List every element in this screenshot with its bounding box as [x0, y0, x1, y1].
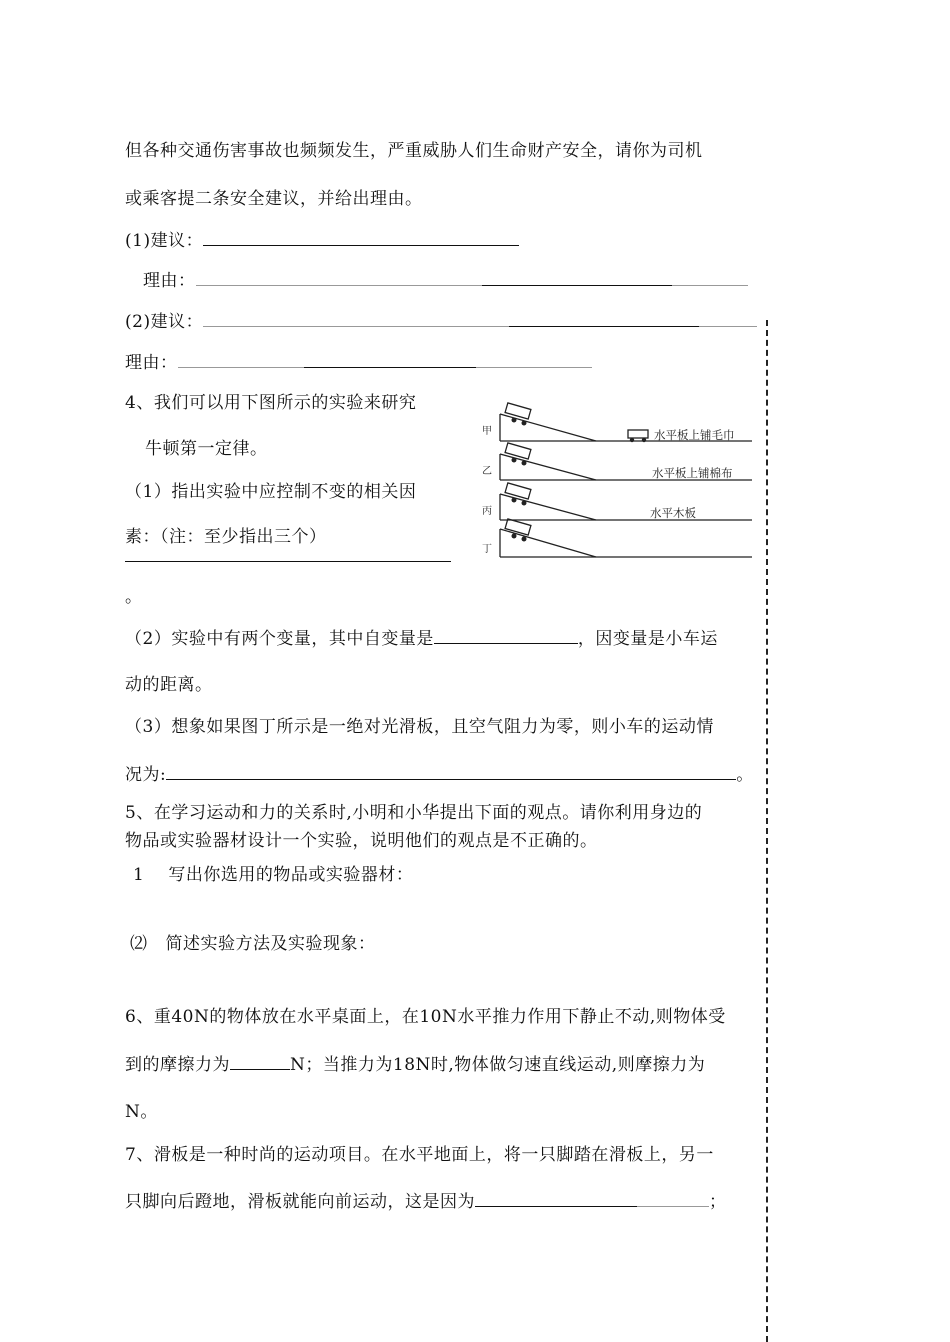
q4-part2-blank[interactable]	[434, 627, 578, 644]
q7-blank-b[interactable]	[637, 1190, 709, 1207]
q4-part1-end: 。	[125, 587, 143, 607]
suggestion-2-blank-a[interactable]	[203, 310, 509, 327]
reason-2-blank-c[interactable]	[476, 351, 592, 368]
q4-part3-end: 。	[736, 765, 754, 785]
q6-line-2	[125, 1050, 705, 1075]
q4-line-1: 4、我们可以用下图所示的实验来研究	[125, 393, 417, 413]
q4-part1-answer	[125, 545, 451, 567]
q4-part3-blank[interactable]	[166, 763, 736, 780]
q6-blank-1[interactable]	[230, 1053, 290, 1070]
q4-part2-text-a: （2）实验中有两个变量，其中自变量是	[125, 629, 434, 649]
intro-line-2: 或乘客提二条安全建议，并给出理由。	[125, 189, 423, 209]
q4-part2-line-1	[125, 624, 718, 649]
suggestion-1-blank[interactable]	[203, 229, 519, 246]
reason-1-blank-b[interactable]	[482, 269, 672, 286]
suggestion-2	[125, 307, 757, 332]
newton-first-law-figure	[478, 398, 764, 568]
q4-part3-line-1: （3）想象如果图丁所示是一绝对光滑板，且空气阻力为零，则小车的运动情	[125, 717, 714, 737]
figure-row-label-2: 乙	[482, 466, 492, 477]
q5-item-2	[130, 929, 376, 954]
intro-line-1: 但各种交通伤害事故也频频发生，严重威胁人们生命财产安全，请你为司机	[125, 141, 703, 161]
q7-line-1: 7、滑板是一种时尚的运动项目。在水平地面上，将一只脚踏在滑板上，另一	[125, 1145, 714, 1165]
q4-part1-blank[interactable]	[125, 545, 451, 562]
q4-part2-line-2: 动的距离。	[125, 675, 213, 695]
suggestion-2-blank-b[interactable]	[509, 310, 699, 327]
figure-surface-label-1: 水平板上铺毛巾	[654, 428, 735, 442]
q5-item-1	[133, 860, 413, 885]
q7-line-2	[125, 1187, 727, 1212]
q4-part1-line-2: 素：（注：至少指出三个）	[125, 527, 327, 547]
q4-part1-line-1: （1）指出实验中应控制不变的相关因	[125, 482, 417, 502]
q7-end: ；	[709, 1192, 727, 1212]
q5-line-2: 物品或实验器材设计一个实验，说明他们的观点是不正确的。	[125, 831, 598, 851]
q5-item-2-number: ⑵	[130, 934, 148, 954]
q4-line-2: 牛顿第一定律。	[145, 439, 268, 459]
q6-text-a: 到的摩擦力为	[125, 1055, 230, 1075]
figure-row-label-3: 丙	[482, 506, 492, 517]
reason-2-blank-b[interactable]	[304, 351, 476, 368]
q4-part2-text-b: ，因变量是小车运	[577, 629, 718, 649]
reason-1	[143, 266, 748, 291]
figure-row-label-1: 甲	[482, 426, 492, 437]
q5-item-1-text: 写出你选用的物品或实验器材：	[168, 865, 414, 885]
reason-1-blank-c[interactable]	[672, 269, 748, 286]
q5-line-1: 5、在学习运动和力的关系时,小明和小华提出下面的观点。请你利用身边的	[125, 803, 703, 823]
q6-line-3: N。	[125, 1102, 158, 1122]
q4-part3-text: 况为:	[125, 765, 167, 785]
dashed-margin-line	[766, 320, 768, 1342]
suggestion-1-label: (1)建议：	[125, 231, 204, 251]
figure-surface-label-3: 水平木板	[650, 506, 696, 520]
reason-1-label: 理由：	[143, 271, 196, 291]
suggestion-2-label: (2)建议：	[125, 312, 204, 332]
figure-surface-label-2: 水平板上铺棉布	[652, 466, 733, 480]
suggestion-1	[125, 226, 519, 251]
figure-row-label-4: 丁	[482, 544, 492, 555]
suggestion-2-blank-c[interactable]	[699, 310, 757, 327]
reason-2	[125, 348, 592, 373]
q7-blank-a[interactable]	[475, 1190, 637, 1207]
q5-item-2-text: 简述实验方法及实验现象：	[165, 934, 376, 954]
reason-1-blank-a[interactable]	[196, 269, 482, 286]
q6-text-b: N；当推力为18N时,物体做匀速直线运动,则摩擦力为	[290, 1055, 706, 1075]
q7-text-a: 只脚向后蹬地，滑板就能向前运动，这是因为	[125, 1192, 475, 1212]
q5-item-1-number: 1	[133, 865, 145, 885]
reason-2-blank-a[interactable]	[178, 351, 304, 368]
q6-line-1: 6、重40N的物体放在水平桌面上，在10N水平推力作用下静止不动,则物体受	[125, 1007, 726, 1027]
q4-part3-line-2	[125, 760, 754, 785]
reason-2-label: 理由：	[125, 353, 178, 373]
